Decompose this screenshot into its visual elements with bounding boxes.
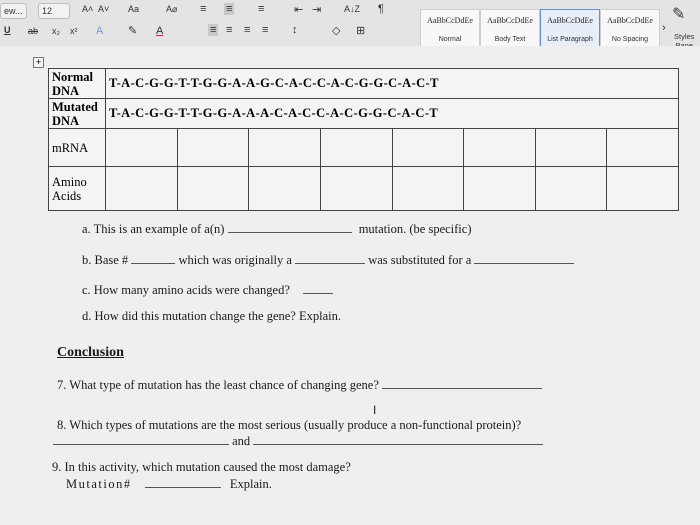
mrna-cell[interactable] (320, 129, 392, 167)
amino-cell[interactable] (177, 167, 249, 211)
question-b-mid: which was originally a (178, 253, 292, 267)
bullets-icon[interactable]: ≡ (200, 3, 207, 15)
mrna-cell[interactable] (535, 129, 607, 167)
mrna-label: mRNA (49, 129, 106, 167)
mutated-dna-sequence[interactable]: T-A-C-G-G-T-T-G-G-A-A-A-C-A-C-C-A-C-G-G-C-A-C-T (106, 99, 679, 129)
mrna-cell[interactable] (464, 129, 536, 167)
change-case-button[interactable]: Aa (128, 4, 140, 14)
style-label: Normal (438, 36, 462, 43)
amino-cell[interactable] (249, 167, 321, 211)
mrna-cell[interactable] (607, 129, 679, 167)
question-7 (57, 378, 542, 393)
question-a-text: a. This is an example of a(n) (82, 222, 225, 236)
styles-pane-button[interactable]: Styles (674, 32, 695, 41)
amino-acids-label: Amino Acids (49, 167, 106, 211)
question-9-mutation-label: Mutation# (66, 477, 132, 491)
amino-cell[interactable] (464, 167, 536, 211)
answer-blank[interactable] (131, 263, 175, 264)
answer-blank[interactable] (303, 293, 333, 294)
style-sample: AaBbCcDdEe (427, 16, 473, 25)
mrna-cell[interactable] (177, 129, 249, 167)
style-list-paragraph[interactable] (540, 9, 600, 49)
question-c (82, 283, 333, 298)
answer-blank[interactable] (53, 444, 229, 445)
justify-icon[interactable]: ≡ (262, 24, 269, 36)
question-8-and: and (232, 434, 251, 448)
answer-blank[interactable] (228, 232, 352, 233)
amino-cell[interactable] (607, 167, 679, 211)
question-9-answers (66, 477, 272, 492)
style-no-spacing[interactable] (600, 9, 660, 49)
style-label: No Spacing (611, 36, 649, 43)
sort-button[interactable]: A↓Z (344, 4, 361, 14)
amino-cell[interactable] (106, 167, 178, 211)
amino-cell[interactable] (535, 167, 607, 211)
align-left-icon[interactable]: ≡ (210, 24, 217, 36)
table-row (49, 167, 679, 211)
font-color-button[interactable]: A (156, 25, 164, 37)
mrna-cell[interactable] (392, 129, 464, 167)
style-body-text[interactable] (480, 9, 540, 49)
mrna-cell[interactable] (249, 129, 321, 167)
table-row (49, 99, 679, 129)
view-menu[interactable]: ew... (0, 3, 27, 19)
question-a-tail: mutation. (be specific) (358, 222, 472, 236)
answer-blank[interactable] (253, 444, 543, 445)
clear-format-button[interactable]: A⌀ (166, 4, 178, 14)
shrink-font-button[interactable]: A˅ (98, 4, 110, 14)
question-a (82, 222, 472, 237)
style-sample: AaBbCcDdEe (487, 16, 533, 25)
question-b-text: b. Base # (82, 253, 129, 267)
amino-cell[interactable] (392, 167, 464, 211)
question-b-tail: was substituted for a (368, 253, 472, 267)
style-sample: AaBbCcDdEe (547, 16, 593, 25)
question-8-answers (53, 434, 543, 449)
mrna-cell[interactable] (106, 129, 178, 167)
shading-icon[interactable]: ◇ (332, 25, 341, 37)
styles-more-icon[interactable]: › (662, 22, 666, 34)
answer-blank[interactable] (145, 487, 221, 488)
question-b (82, 253, 574, 268)
question-9-explain: Explain. (229, 477, 272, 491)
font-size-select[interactable]: 12 (38, 3, 70, 19)
style-sample: AaBbCcDdEe (607, 16, 653, 25)
line-spacing-icon[interactable]: ↕ (292, 24, 298, 36)
align-center-icon[interactable]: ≡ (226, 24, 233, 36)
answer-blank[interactable] (474, 263, 574, 264)
strikethrough-button[interactable]: ab (28, 26, 39, 36)
numbering-icon[interactable]: ≡ (226, 3, 233, 15)
borders-icon[interactable]: ⊞ (356, 25, 366, 37)
normal-dna-label: Normal DNA (49, 69, 106, 99)
question-c-text: c. How many amino acids were changed? (82, 283, 290, 297)
table-row (49, 69, 679, 99)
underline-button[interactable]: U (4, 25, 11, 35)
question-8: 8. Which types of mutations are the most serious (usually produce a non-functional protein)? (57, 418, 522, 432)
increase-indent-icon[interactable]: ⇥ (312, 4, 322, 16)
question-d: d. How did this mutation change the gene? Explain. (82, 309, 341, 323)
amino-cell[interactable] (320, 167, 392, 211)
highlight-icon[interactable]: ✎ (128, 25, 138, 37)
style-label: List Paragraph (547, 36, 593, 43)
align-right-icon[interactable]: ≡ (244, 24, 251, 36)
dna-table (48, 68, 679, 211)
style-normal[interactable] (420, 9, 480, 49)
normal-dna-sequence[interactable]: T-A-C-G-G-T-T-G-G-A-A-G-C-A-C-C-A-C-G-G-C-A-C-T (106, 69, 679, 99)
superscript-button[interactable]: x² (70, 26, 78, 36)
decrease-indent-icon[interactable]: ⇤ (294, 4, 304, 16)
subscript-button[interactable]: x₂ (52, 26, 60, 36)
conclusion-title: Conclusion (57, 345, 124, 360)
text-effects-button[interactable]: A (96, 25, 104, 37)
text-cursor-icon: I (373, 403, 377, 417)
multilevel-list-icon[interactable]: ≡ (258, 3, 265, 15)
mutated-dna-label: Mutated DNA (49, 99, 106, 129)
table-move-handle[interactable]: + (33, 57, 44, 68)
answer-blank[interactable] (295, 263, 365, 264)
styles-pane-icon[interactable]: ✎ (672, 6, 686, 23)
question-9: 9. In this activity, which mutation caused the most damage? (52, 460, 351, 474)
answer-blank[interactable] (382, 388, 542, 389)
question-7-text: 7. What type of mutation has the least chance of changing gene? (57, 378, 379, 392)
pilcrow-button[interactable]: ¶ (378, 3, 384, 15)
grow-font-button[interactable]: A˄ (82, 4, 94, 14)
table-row (49, 129, 679, 167)
style-label: Body Text (494, 36, 526, 43)
